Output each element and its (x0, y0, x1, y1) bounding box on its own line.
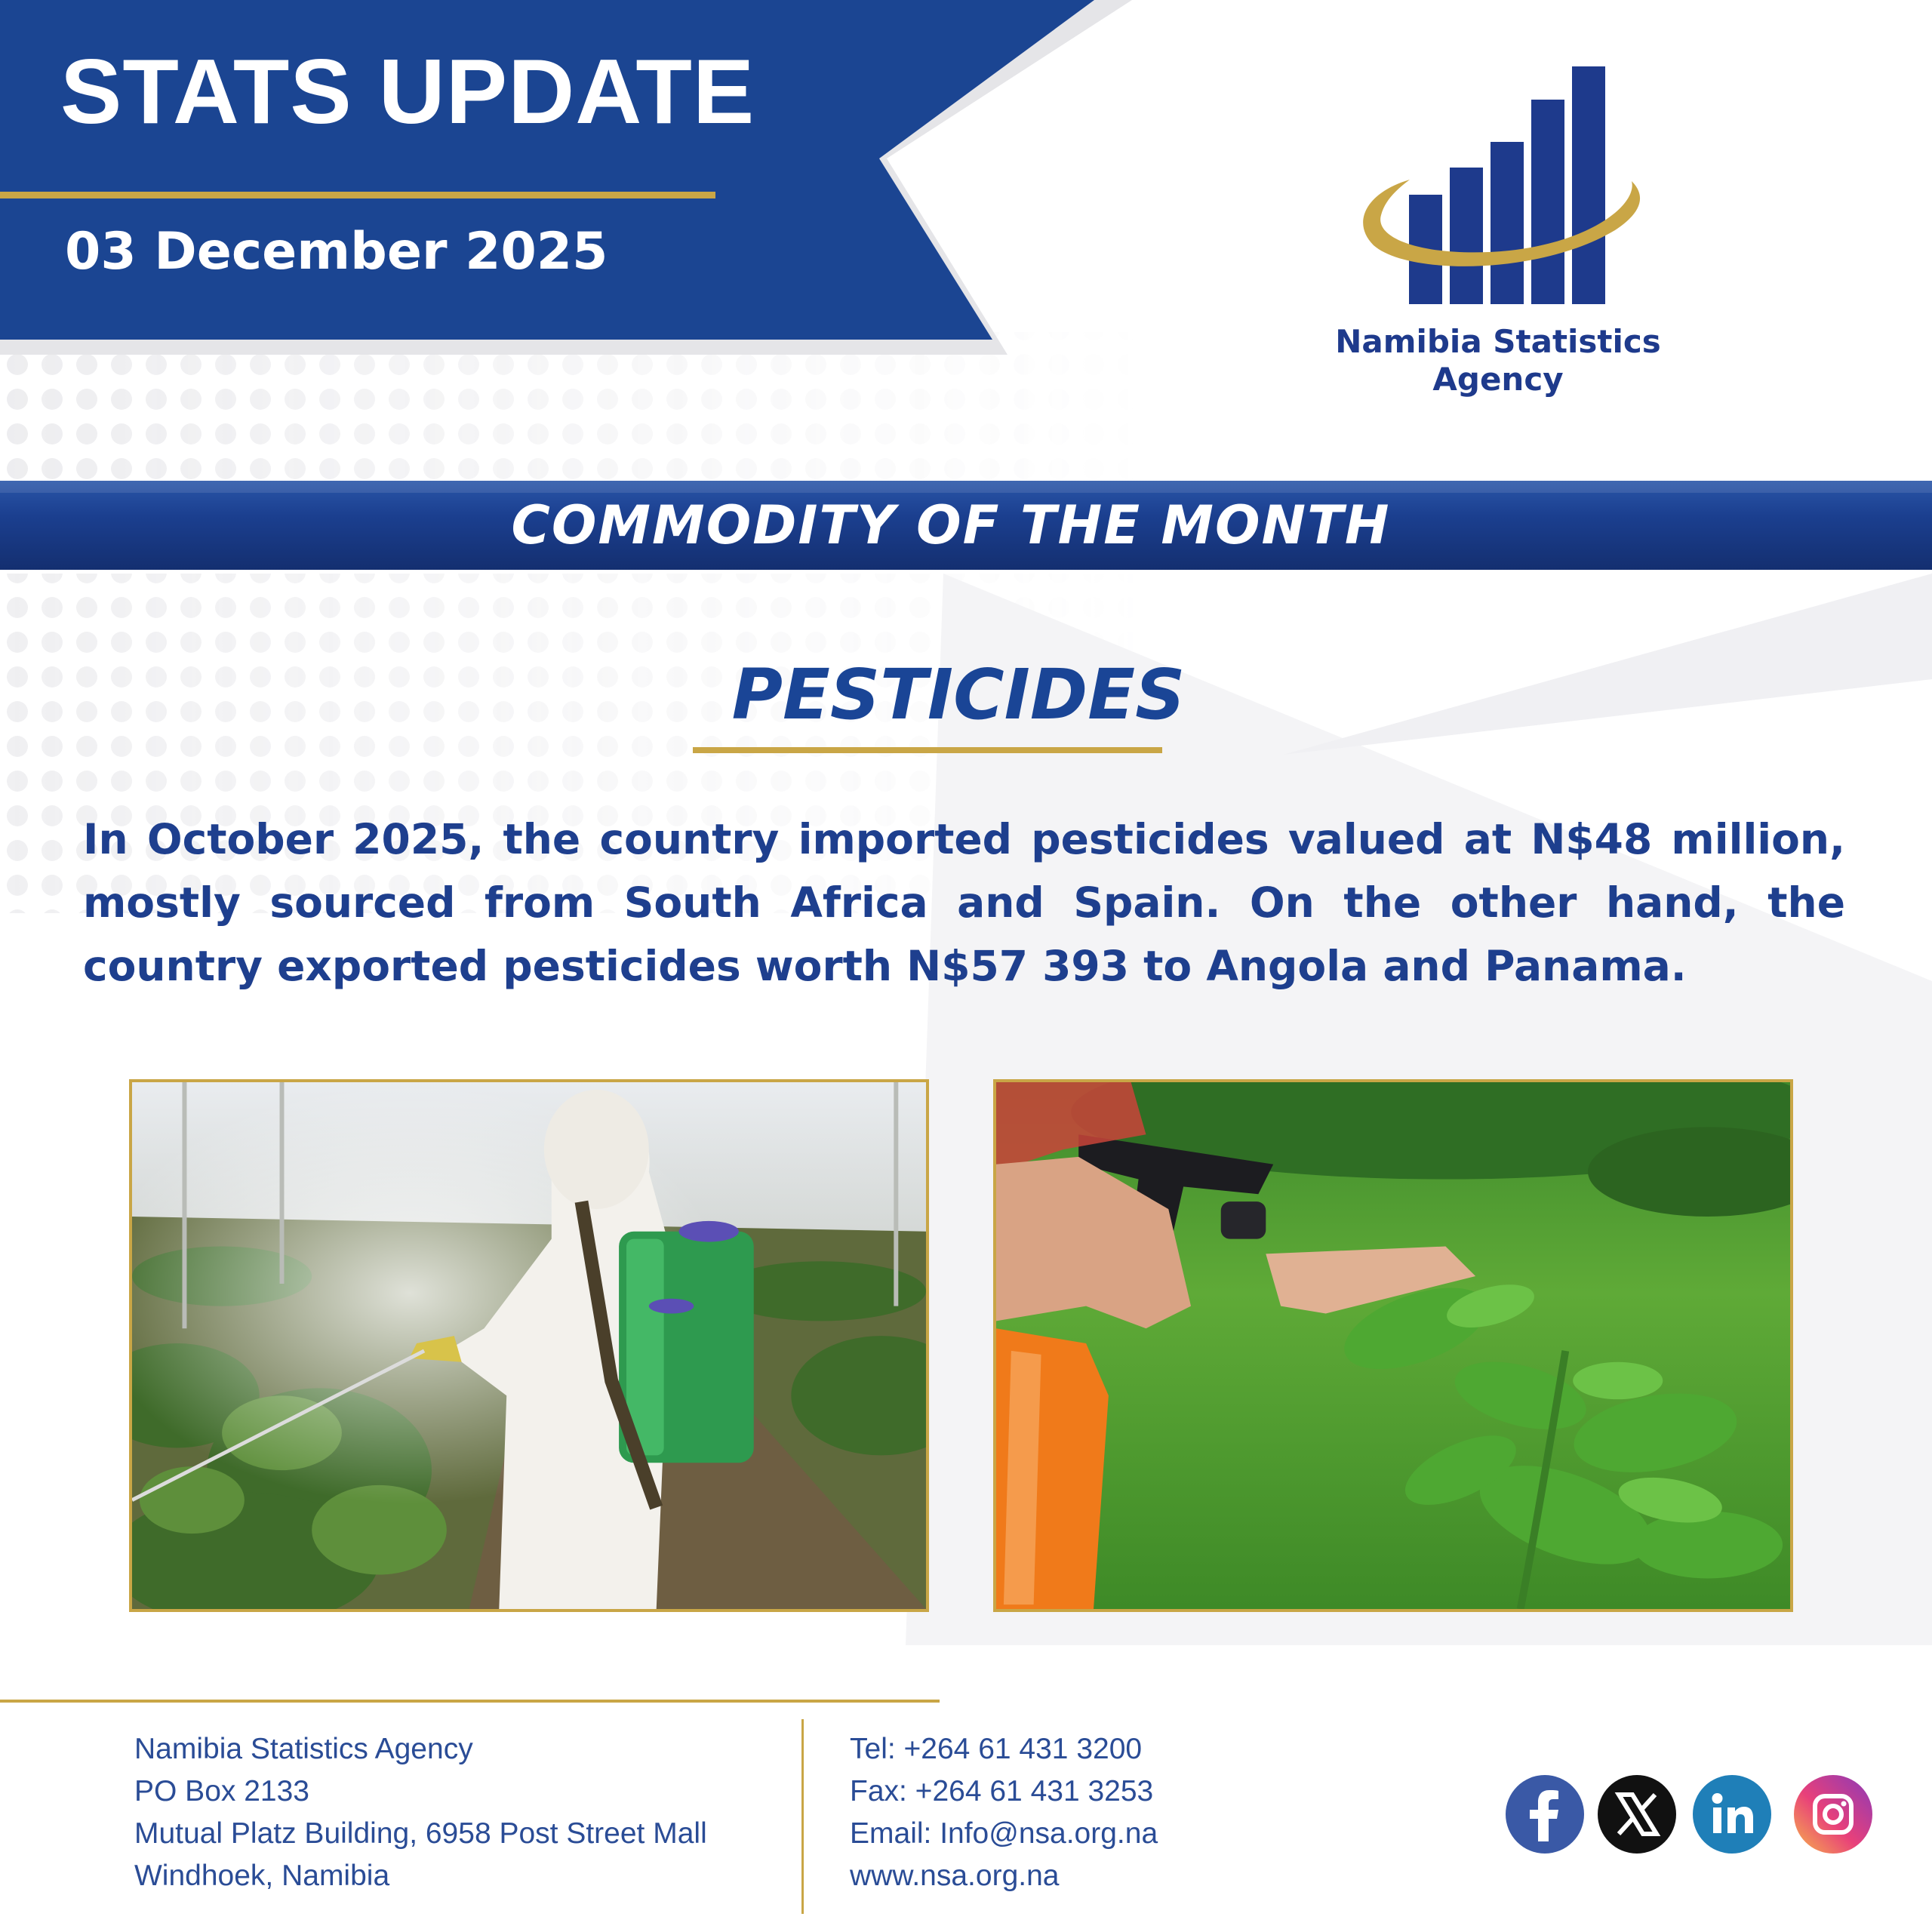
footer-divider (801, 1719, 804, 1914)
footer-fax: Fax: +264 61 431 3253 (850, 1775, 1154, 1807)
instagram-icon[interactable] (1794, 1775, 1872, 1854)
footer-po-box: PO Box 2133 (134, 1775, 309, 1807)
footer-contact-block (850, 1728, 1158, 1897)
footer-agency-name: Namibia Statistics Agency (134, 1733, 473, 1765)
commodity-of-month-bar (0, 481, 1932, 570)
agency-name-line-1: Namibia Statistics (1335, 323, 1661, 360)
footer-gold-rule (0, 1700, 940, 1703)
facebook-icon[interactable] (1506, 1775, 1584, 1854)
footer-telephone: Tel: +264 61 431 3200 (850, 1733, 1143, 1765)
photo-worker-spraying-crops (129, 1079, 929, 1612)
x-icon[interactable] (1598, 1775, 1676, 1854)
commodity-title: PESTICIDES (731, 654, 1186, 735)
footer-street-address: Mutual Platz Building, 6958 Post Street Mall (134, 1817, 707, 1850)
nsa-logo (1351, 60, 1645, 317)
footer-city: Windhoek, Namibia (134, 1860, 390, 1892)
publication-date: 03 December 2025 (65, 222, 608, 281)
agency-name-line-2: Agency (1432, 361, 1564, 398)
photo-hand-spraying-plant (993, 1079, 1793, 1612)
footer-website-link[interactable]: www.nsa.org.na (850, 1860, 1060, 1892)
footer-address-block (134, 1728, 707, 1897)
commodity-of-month-heading: COMMODITY OF THE MONTH (511, 494, 1391, 556)
title-underline (693, 747, 1162, 753)
agency-name-logo-text (1283, 323, 1713, 398)
footer-email-link[interactable]: Email: Info@nsa.org.na (850, 1817, 1158, 1850)
linkedin-icon[interactable] (1693, 1775, 1771, 1854)
commodity-description: In October 2025, the country imported pesticides valued at N$48 million, mostly sourced from South Africa and Spain. On the other hand, the country exported pesticides worth N$57 393 to Angola and Panama. (83, 815, 1845, 990)
header-gold-rule (0, 192, 715, 198)
stats-update-title: STATS UPDATE (60, 40, 755, 143)
